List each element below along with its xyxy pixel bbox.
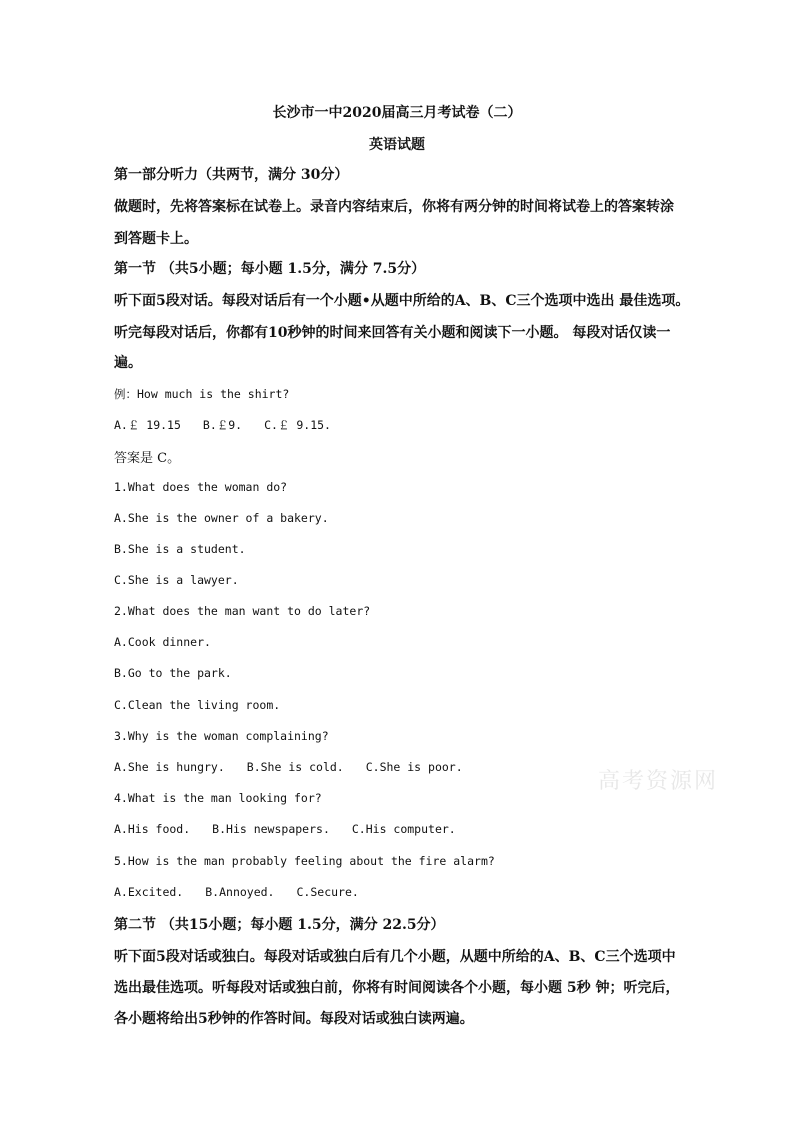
question-4-options [114,822,478,836]
option-c: C.Clean the living room. [114,698,281,712]
section2-instruction-line: 选出最佳选项。听每段对话或独白前，你将有时间阅读各个小题，每小题 5秒 钟；听完后， [114,980,680,996]
section1-instruction-line: 听下面5段对话。每段对话后有一个小题•从题中所给的A、B、C三个选项中选出 最佳选项。 [114,293,690,309]
section2-heading: 第二节 （共15小题；每小题 1.5分，满分 22.5分） [114,917,445,933]
question-5: 5.How is the man probably feeling about the fire alarm? [114,854,495,868]
question-4: 4.What is the man looking for? [114,791,322,805]
option-a: A.She is the owner of a bakery. [114,511,329,525]
option-a: A.She is hungry. [114,760,225,774]
section2-instruction-line: 听下面5段对话或独白。每段对话或独白后有几个小题，从题中所给的A、B、C三个选项中 [114,949,676,965]
option-a: A.￡ 19.15 [114,418,181,432]
section1-instruction-line: 遍。 [114,355,142,371]
section1-instruction-line: 听完每段对话后，你都有10秒钟的时间来回答有关小题和阅读下一小题。 每段对话仅读一 [114,325,671,341]
question-3: 3.Why is the woman complaining? [114,729,329,743]
option-a: A.Excited. [114,885,184,899]
example-question: 例：How much is the shirt? [114,387,290,401]
option-c: C.￡ 9.15. [264,418,331,432]
question-1: 1.What does the woman do? [114,480,288,494]
option-b: B.Annoyed. [205,885,275,899]
option-c: C.Secure. [296,885,359,899]
option-a: A.Cook dinner. [114,635,211,649]
option-b: B.￡9. [202,418,243,432]
option-b: B.His newspapers. [212,822,330,836]
question-5-options [114,885,381,899]
part1-heading: 第一部分听力（共两节，满分 30分） [114,167,349,183]
exam-title: 长沙市一中2020届高三月考试卷（二） [272,105,522,121]
option-a: A.His food. [114,822,191,836]
section1-heading: 第一节 （共5小题；每小题 1.5分，满分 7.5分） [114,261,426,277]
question-2: 2.What does the man want to do later? [114,604,371,618]
option-c: C.She is poor. [365,760,463,774]
section2-instruction-line: 各小题将给出5秒钟的作答时间。每段对话或独白读两遍。 [114,1011,474,1027]
question-3-options [114,760,485,774]
part1-instruction-line: 到答题卡上。 [114,231,198,247]
option-b: B.She is a student. [114,542,246,556]
watermark: 高考资源网 [598,769,719,794]
example-answer: 答案是 C。 [114,451,181,466]
exam-subtitle: 英语试题 [369,137,425,153]
option-c: C.She is a lawyer. [114,573,239,587]
part1-instruction-line: 做题时，先将答案标在试卷上。录音内容结束后，你将有两分钟的时间将试卷上的答案转涂 [114,199,674,215]
option-b: B.Go to the park. [114,666,232,680]
option-c: C.His computer. [351,822,456,836]
example-options [114,417,353,433]
option-b: B.She is cold. [246,760,344,774]
